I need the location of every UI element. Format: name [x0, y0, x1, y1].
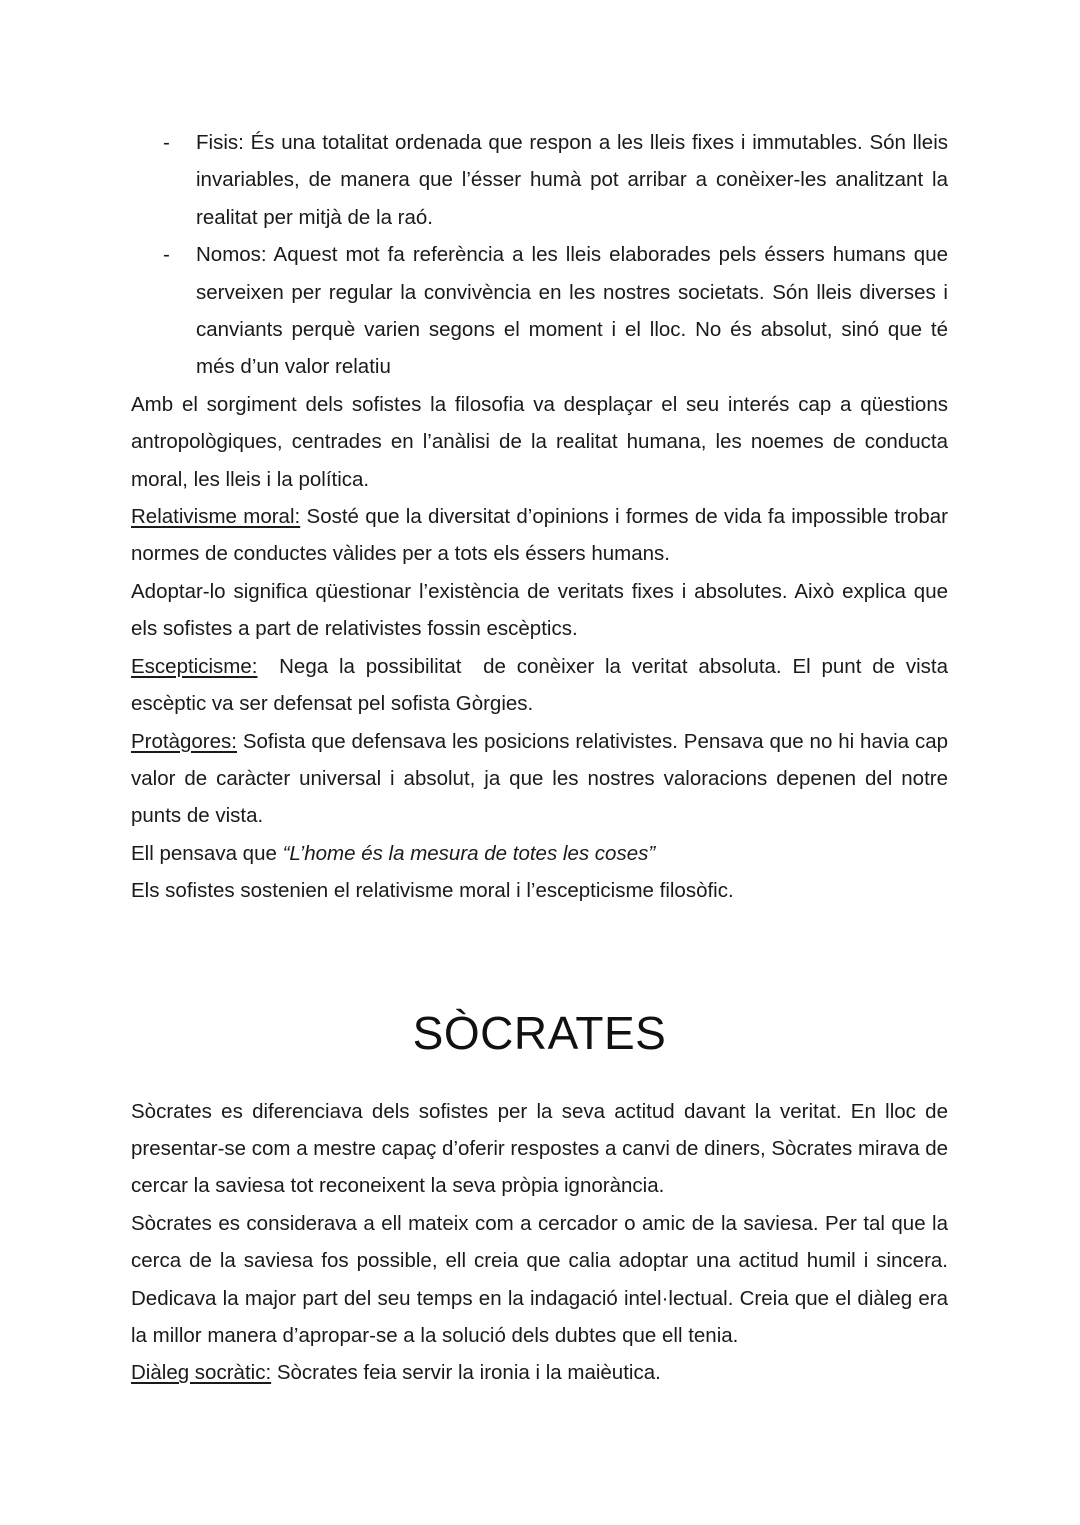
protagores-quote: “L’home és la mesura de totes les coses”: [282, 841, 656, 865]
protagores-paragraph: [131, 723, 948, 835]
list-item-text: Fisis: És una totalitat ordenada que respon a les lleis fixes i immutables. Són lleis invariables, de manera que l’ésser humà pot arribar a conèixer-les analitzant la realitat per mitjà de la raó.: [196, 131, 948, 229]
fisis-nomos-list: [131, 124, 948, 386]
protagores-definition: Sofista que defensava les posicions relativistes. Pensava que no hi havia cap valor de caràcter universal i absolut, ja que les nostres valoracions depenen del notre punts de vista.: [131, 729, 948, 828]
dialeg-definition: Sòcrates feia servir la ironia i la maièutica.: [271, 1361, 661, 1385]
quote-intro: Ell pensava que: [131, 841, 283, 865]
document-body: [131, 124, 954, 1392]
relativisme-definition: Sosté que la diversitat d’opinions i formes de vida fa impossible trobar normes de conductes vàlides per a tots els éssers humans.: [131, 505, 948, 566]
relativisme-term: Relativisme moral:: [131, 505, 301, 529]
dialeg-paragraph: [131, 1354, 948, 1391]
sofistes-intro-paragraph: Amb el sorgiment dels sofistes la filosofia va desplaçar el seu interés cap a qüestions antropològiques, centrades en l’anàlisi de la realitat humana, les noemes de conducta moral, les lleis i la política.: [131, 392, 948, 491]
dialeg-term: Diàleg socràtic:: [131, 1361, 272, 1385]
list-item-fisis: [131, 124, 948, 236]
protagores-term: Protàgores:: [131, 729, 237, 753]
escepticisme-term: Escepticisme:: [131, 654, 258, 678]
quote-paragraph: [131, 835, 948, 872]
list-dash: -: [163, 131, 170, 154]
list-item-nomos: [131, 236, 948, 386]
list-item-text: Nomos: Aquest mot fa referència a les lleis elaborades pels éssers humans que serveixen per regular la convivència en les nostres societats. Són lleis diverses i canviants perquè varien segons el moment i el lloc. No és absolut, sinó que té més d’un valor relatiu: [196, 243, 948, 379]
adoptar-paragraph: Adoptar-lo significa qüestionar l’existència de veritats fixes i absolutes. Això explica que els sofistes a part de relativistes fossin escèptics.: [131, 579, 948, 641]
section-title-socrates: SÒCRATES: [412, 1006, 667, 1059]
escepticisme-definition: Nega la possibilitat de conèixer la veritat absoluta. El punt de vista escèptic va ser defensat pel sofista Gòrgies.: [131, 654, 954, 716]
sofistes-conclusion-paragraph: Els sofistes sostenien el relativisme moral i l’escepticisme filosòfic.: [131, 879, 734, 903]
section-spacer: [131, 910, 948, 1005]
socrates-paragraph-2: Sòcrates es considerava a ell mateix com a cercador o amic de la saviesa. Per tal que la cerca de la saviesa fos possible, ell creia que calia adoptar una actitud humil i sincera. Dedicava la major part del seu temps en la indagació intel·lectual. Creia que el diàleg era la millor manera d’apropar-se a la solució dels dubtes que ell tenia.: [131, 1211, 948, 1347]
socrates-paragraph-1: Sòcrates es diferenciava dels sofistes per la seva actitud davant la veritat. En lloc de presentar-se com a mestre capaç d’oferir respostes a canvi de diners, Sòcrates mirava de cercar la saviesa tot reconeixent la seva pròpia ignorància.: [131, 1099, 948, 1198]
escepticisme-paragraph: [131, 648, 954, 723]
section-spacer: [131, 1061, 948, 1093]
list-dash: -: [163, 243, 170, 267]
relativisme-paragraph: [131, 498, 948, 573]
